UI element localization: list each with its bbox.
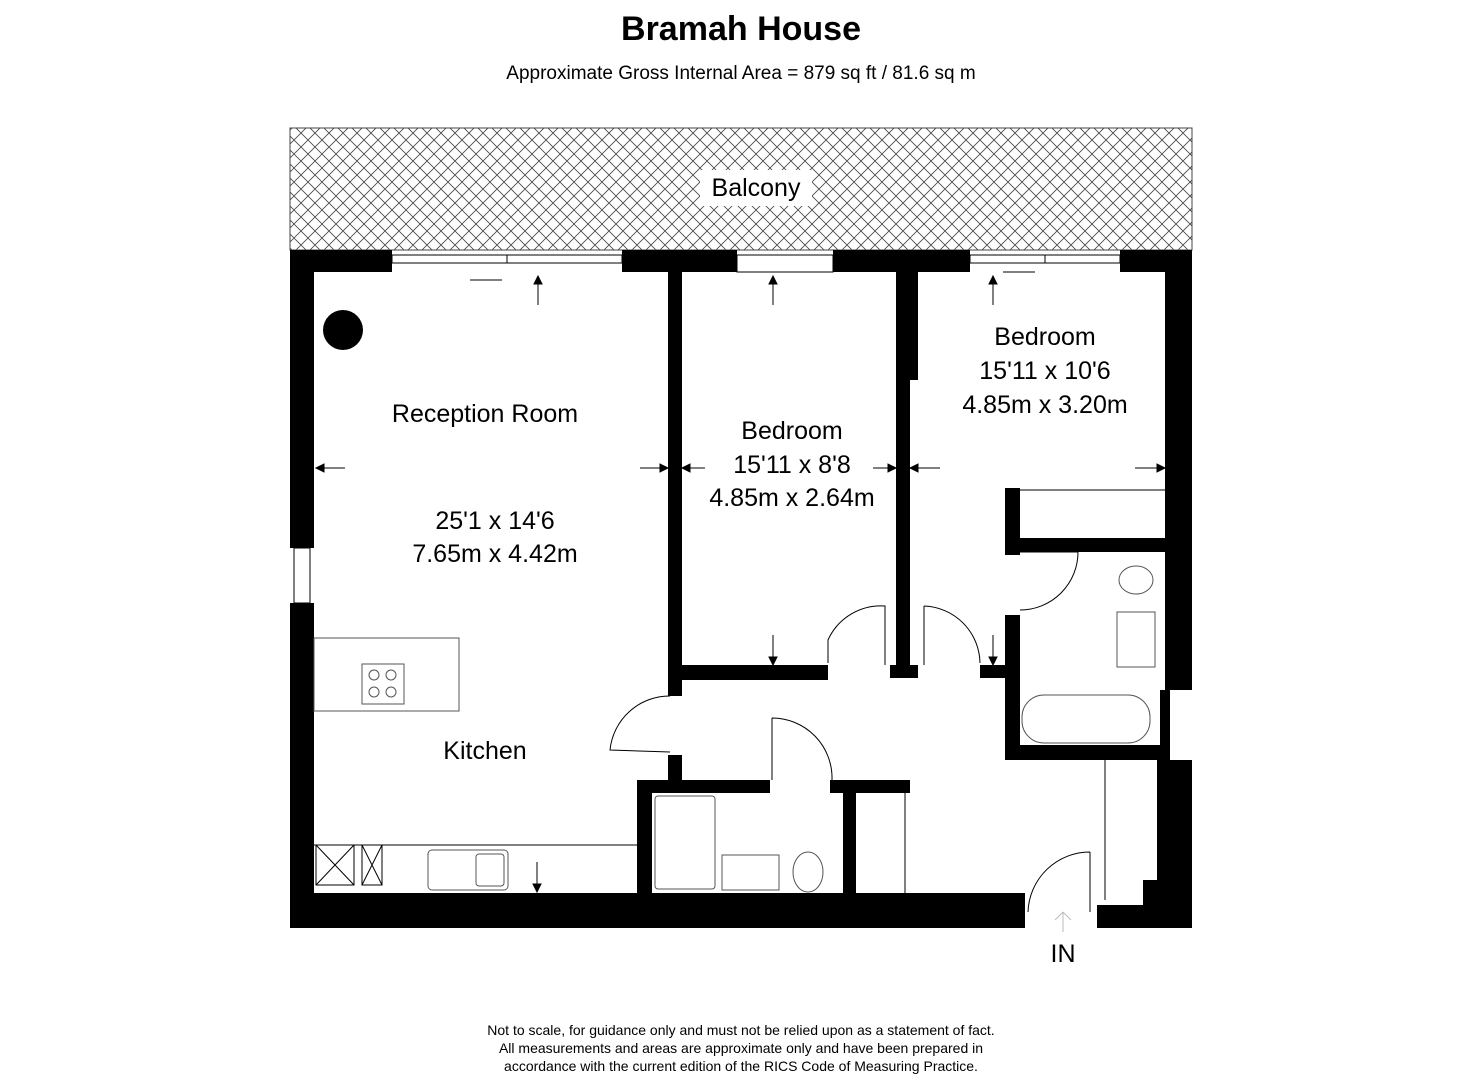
room-metric: 7.65m x 4.42m <box>412 540 578 568</box>
entrance-arrow-icon <box>1055 912 1071 932</box>
entrance-label: IN <box>1050 940 1076 968</box>
room-imperial: 15'11 x 10'6 <box>979 357 1111 385</box>
room-name: Bedroom <box>994 323 1096 351</box>
disclaimer-line: Not to scale, for guidance only and must not be relied upon as a statement of fact. <box>487 1022 995 1038</box>
disclaimer <box>0 1021 1482 1075</box>
basin-icon <box>722 855 779 890</box>
room-metric: 4.85m x 2.64m <box>709 484 875 512</box>
appliance-icon <box>316 845 382 885</box>
basin-icon-2 <box>1117 612 1155 667</box>
room-imperial: 25'1 x 14'6 <box>435 507 555 535</box>
room-kitchen: Kitchen <box>443 737 527 765</box>
room-name: Bedroom <box>741 417 843 445</box>
shower-icon <box>655 796 715 889</box>
toilet-icon <box>793 852 823 892</box>
balcony-label: Balcony <box>711 174 801 202</box>
gross-area: Approximate Gross Internal Area = 879 sq ft / 81.6 sq m <box>506 63 976 84</box>
room-imperial: 15'11 x 8'8 <box>733 451 851 479</box>
entrance <box>1051 912 1076 968</box>
walls <box>290 250 1192 928</box>
room-reception <box>392 400 578 568</box>
room-bedroom-1 <box>709 417 874 512</box>
disclaimer-line: accordance with the current edition of the RICS Code of Measuring Practice. <box>504 1058 978 1074</box>
sink-icon <box>428 850 508 890</box>
balcony <box>290 128 1192 250</box>
room-name: Reception Room <box>391 400 579 428</box>
room-metric: 4.85m x 3.20m <box>962 391 1128 419</box>
boiler-icon <box>323 310 363 350</box>
hob-icon <box>362 664 404 704</box>
bath-icon <box>1022 695 1150 743</box>
room-bedroom-2 <box>962 323 1127 419</box>
toilet-icon-2 <box>1119 566 1153 594</box>
page-title: Bramah House <box>621 10 861 48</box>
disclaimer-line: All measurements and areas are approximate only and have been prepared in <box>498 1040 984 1056</box>
